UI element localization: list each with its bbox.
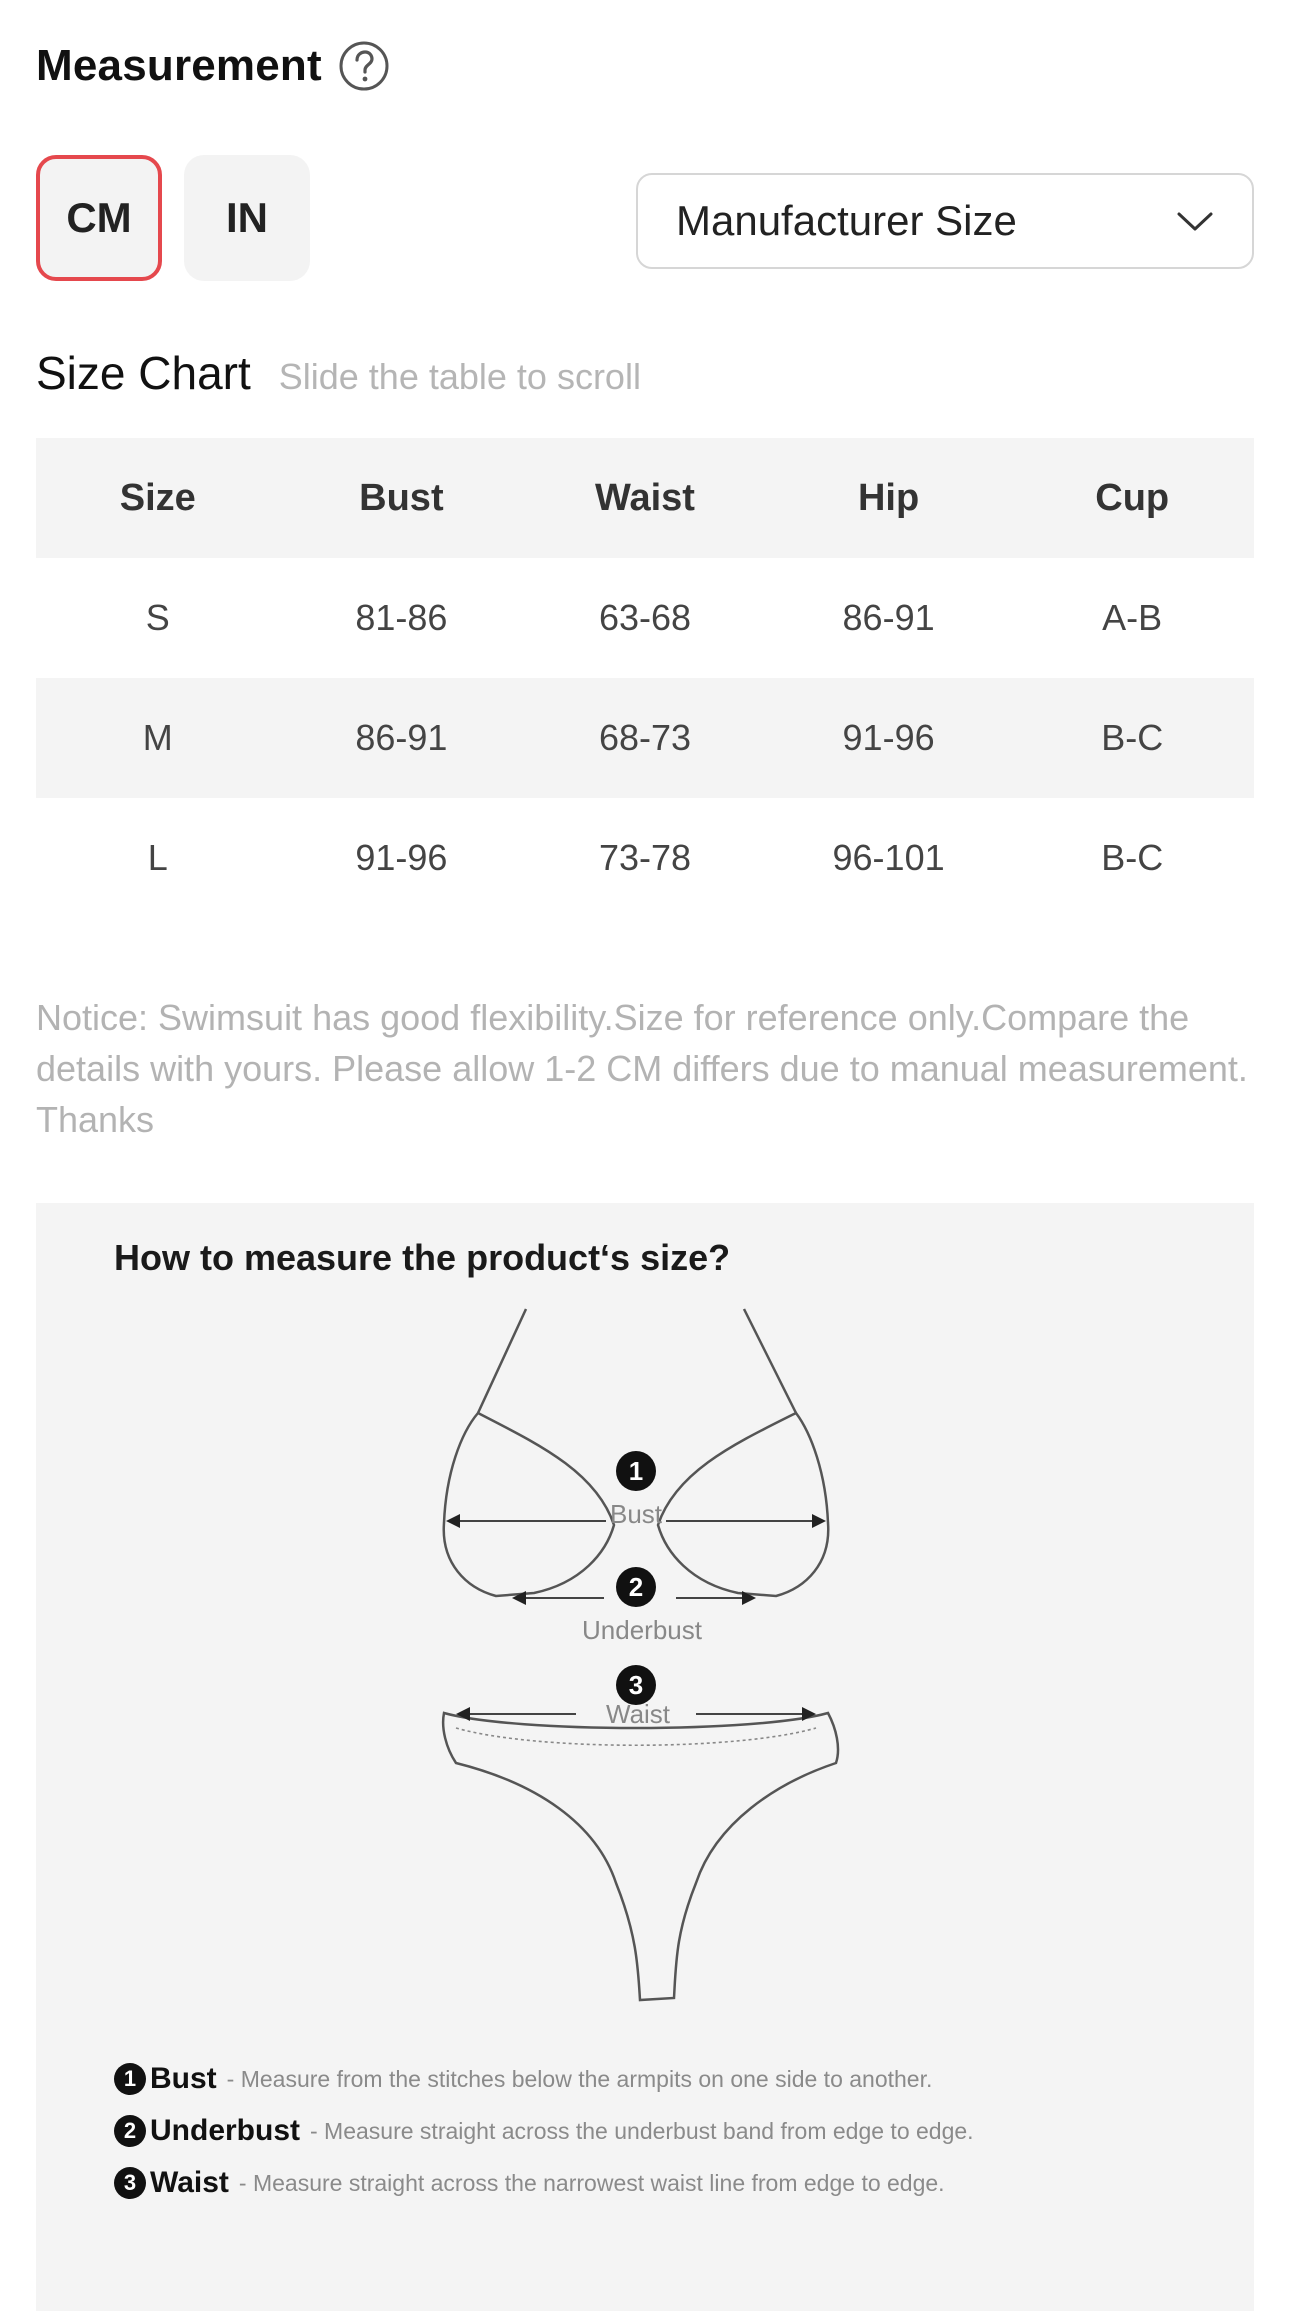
table-cell: 91-96	[355, 837, 448, 878]
table-cell: 96-101	[832, 837, 945, 878]
table-cell: A-B	[1102, 597, 1163, 638]
legend-description: - Measure straight across the underbust band from edge to edge.	[310, 2117, 974, 2144]
question-circle-icon[interactable]	[338, 40, 390, 92]
size-type-value: Manufacturer Size	[676, 197, 1017, 244]
measurement-header	[36, 40, 390, 92]
page-title: Measurement	[36, 41, 322, 90]
underbust-label: Underbust	[582, 1615, 702, 1645]
table-cell: 63-68	[598, 597, 692, 638]
step-2-badge: 2	[616, 1567, 656, 1607]
size-table[interactable]	[36, 438, 1254, 918]
column-header: Waist	[523, 438, 767, 558]
measure-guide	[36, 1203, 1254, 2311]
table-cell: S	[145, 597, 170, 638]
legend-term: Underbust	[150, 2114, 300, 2147]
measure-legend	[114, 2053, 974, 2209]
notice-text: Notice: Swimsuit has good flexibility.Size for reference only.Compare the details with yours. Please allow 1-2 CM differs due to manual measurement. Thanks	[36, 997, 1248, 1140]
legend-item	[114, 2157, 974, 2209]
table-header-row	[36, 438, 1254, 558]
column-header: Bust	[280, 438, 524, 558]
column-header: Size	[36, 438, 280, 558]
legend-number: 3	[114, 2167, 146, 2199]
size-type-select[interactable]	[636, 173, 1254, 269]
guide-title: How to measure the product‘s size?	[114, 1237, 731, 1278]
column-header: Cup	[1010, 438, 1254, 558]
table-cell: 86-91	[280, 678, 524, 798]
legend-item	[114, 2105, 974, 2157]
table-cell: 68-73	[523, 678, 767, 798]
scroll-hint: Slide the table to scroll	[278, 356, 641, 397]
bust-label: Bust	[610, 1499, 663, 1529]
legend-description: - Measure straight across the narrowest waist line from edge to edge.	[238, 2169, 945, 2196]
unit-in-button[interactable]: IN	[184, 155, 310, 281]
table-row	[36, 798, 1254, 918]
column-header: Hip	[767, 438, 1011, 558]
size-chart-title: Size Chart	[36, 347, 251, 399]
step-1-badge: 1	[616, 1451, 656, 1491]
unit-cm-button[interactable]: CM	[36, 155, 162, 281]
legend-description: - Measure from the stitches below the armpits on one side to another.	[226, 2065, 933, 2092]
legend-term: Bust	[150, 2062, 217, 2095]
table-cell: M	[36, 678, 280, 798]
table-cell: L	[147, 837, 168, 878]
legend-term: Waist	[150, 2166, 229, 2199]
table-cell: 91-96	[767, 678, 1011, 798]
table-row	[36, 678, 1254, 798]
waist-label: Waist	[606, 1699, 671, 1729]
table-cell: 81-86	[355, 597, 448, 638]
step-3-badge: 3	[616, 1665, 656, 1705]
legend-number: 1	[114, 2063, 146, 2095]
size-chart-heading	[36, 346, 641, 400]
table-cell: 73-78	[598, 837, 692, 878]
table-row	[36, 558, 1254, 678]
chevron-down-icon	[1174, 200, 1216, 242]
legend-item	[114, 2053, 974, 2105]
table-cell: B-C	[1101, 837, 1164, 878]
table-cell: 86-91	[842, 597, 935, 638]
table-cell: B-C	[1010, 678, 1254, 798]
legend-number: 2	[114, 2115, 146, 2147]
